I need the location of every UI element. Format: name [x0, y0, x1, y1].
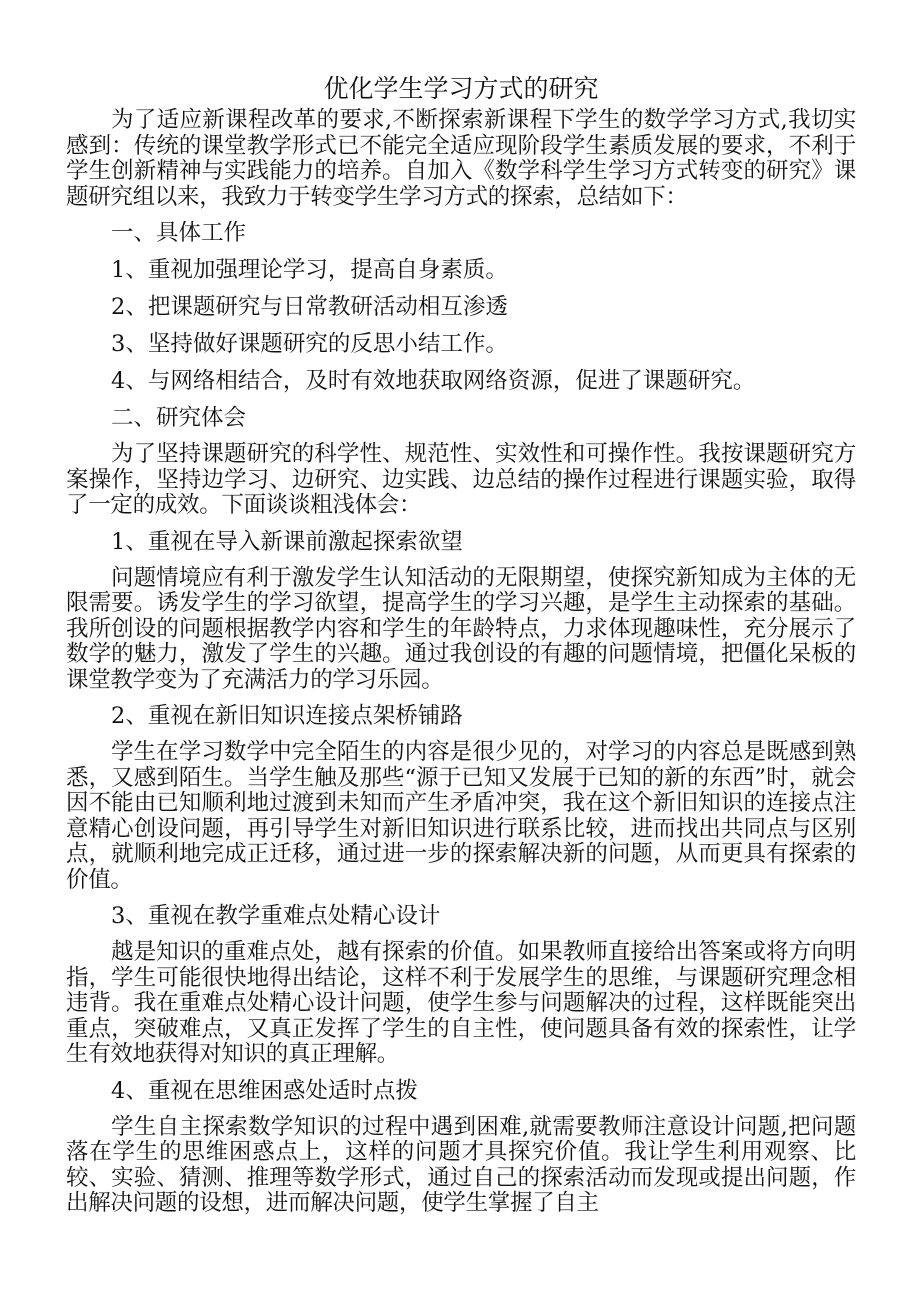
- point-2-heading: 2、重视在新旧知识连接点架桥铺路: [111, 703, 463, 729]
- document-page: [66, 72, 856, 1217]
- point-2-body: 学生在学习数学中完全陌生的内容是很少见的，对学习的内容总是既感到熟悉，又感到陌生。当学生触及那些“源于已知又发展于已知的新的东西”时，就会因不能由已知顺利地过渡到未知而产生矛盾冲突，我在这个新旧知识的连接点注意精心创设问题，再引导学生对新旧知识进行联系比较，进而找出共同点与区别点，就顺利地完成正迁移，通过进一步的探索解决新的问题，从而更具有探索的价值。: [66, 739, 856, 893]
- section1-heading: 一、具体工作: [111, 220, 247, 246]
- point-4-heading: 4、重视在思维困惑处适时点拨: [111, 1077, 418, 1104]
- intro-paragraph: 为了适应新课程改革的要求,不断探索新课程下学生的数学学习方式,我切实感到：传统的课堂教学形式已不能完全适应现阶段学生素质发展的要求，不利于学生创新精神与实践能力的培养。自加入《数学科学生学习方式转变的研究》课题研究组以来，我致力于转变学生学习方式的探索，总结如下：: [66, 107, 856, 210]
- point-3-heading: 3、重视在教学重难点处精心设计: [111, 903, 441, 929]
- document-title: 优化学生学习方式的研究: [323, 74, 599, 103]
- point-3-body: 越是知识的重难点处，越有探索的价值。如果教师直接给出答案或将方向明指，学生可能很快地得出结论，这样不利于发展学生的思维，与课题研究理念相违背。我在重难点处精心设计问题，使学生参与问题解决的过程，这样既能突出重点，突破难点，又真正发挥了学生的自主性，使问题具备有效的探索性，让学生有效地获得对知识的真正理解。: [66, 939, 856, 1067]
- section2-heading: 二、研究体会: [111, 405, 247, 431]
- section1-item-4: 4、与网络相结合，及时有效地获取网络资源，促进了课题研究。: [111, 368, 756, 394]
- section1-item-2: 2、把课题研究与日常教研活动相互渗透: [111, 294, 508, 320]
- point-1-heading: 1、重视在导入新课前激起探索欲望: [111, 528, 463, 555]
- section1-item-3: 3、坚持做好课题研究的反思小结工作。: [111, 331, 508, 357]
- point-1-body: 问题情境应有利于激发学生认知活动的无限期望，使探究新知成为主体的无限需要。诱发学生的学习欲望，提高学生的学习兴趣，是学生主动探索的基础。我所创设的问题根据教学内容和学生的年龄特点，力求体现趣味性，充分展示了数学的魅力，激发了学生的兴趣。通过我创设的有趣的问题情境，把僵化呆板的课堂教学变为了充满活力的学习乐园。: [66, 564, 856, 693]
- point-4-body: 学生自主探索数学知识的过程中遇到困难,就需要教师注意设计问题,把问题落在学生的思维困惑点上，这样的问题才具探究价值。我让学生利用观察、比较、实验、猜测、推理等数学形式，通过自己的探索活动而发现或提出问题，作出解决问题的设想，进而解决问题，使学生掌握了自主: [66, 1113, 856, 1216]
- section1-item-1: 1、重视加强理论学习，提高自身素质。: [111, 257, 508, 283]
- section2-intro-paragraph: 为了坚持课题研究的科学性、规范性、实效性和可操作性。我按课题研究方案操作，坚持边学习、边研究、边实践、边总结的操作过程进行课题实验，取得了一定的成效。下面谈谈粗浅体会：: [66, 441, 856, 518]
